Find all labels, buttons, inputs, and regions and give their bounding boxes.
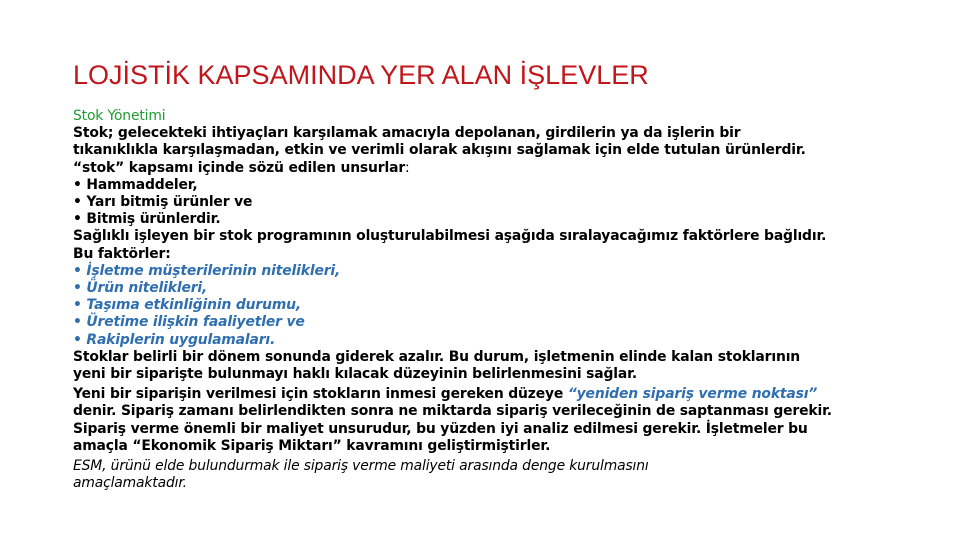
list-item: • Ürün nitelikleri, [73,280,208,297]
paragraph-line [73,160,903,177]
list-item: • Taşıma etkinliğinin durumu, [73,297,302,314]
list-item: • Bitmiş ürünlerdir. [73,211,221,228]
list-item: • İşletme müşterilerinin nitelikleri, [73,262,341,279]
bold-text: “stok” kapsamı içinde sözü edilen unsurlar [73,159,406,176]
highlight-text: “yeniden sipariş verme noktası” [567,386,818,403]
plain-text: : [405,159,410,176]
paragraph-line: ESM, ürünü elde bulundurmak ile sipariş verme maliyeti arasında denge kurulmasını [73,458,649,475]
list-item: • Hammaddeler, [73,176,198,193]
paragraph-line: yeni bir siparişte bulunmayı haklı kılacak düzeyinin belirlenmesini sağlar. [73,366,637,383]
content-body [73,108,903,492]
paragraph-line: Stoklar belirli bir dönem sonunda giderek azalır. Bu durum, işletmenin elinde kalan stoklarının [73,348,801,365]
paragraph-line: amaçla “Ekonomik Sipariş Miktarı” kavramını geliştirmiştirler. [73,437,551,454]
paragraph-line [73,386,903,403]
list-item: • Rakiplerin uygulamaları. [73,331,276,348]
plain-text: Yeni bir siparişin verilmesi için stokların inmesi gereken düzeye [73,386,568,403]
page-title: LOJİSTİK KAPSAMINDA YER ALAN İŞLEVLER [73,60,649,90]
section-heading: Stok Yönetimi [73,108,166,124]
paragraph-line: Stok; gelecekteki ihtiyaçları karşılamak amacıyla depolanan, girdilerin ya da işlerin bir [73,125,741,142]
list-item: • Yarı bitmiş ürünler ve [73,194,253,211]
paragraph-line: tıkanıklıkla karşılaşmadan, etkin ve verimli olarak akışını sağlamak için elde tutulan ürünlerdir. [73,142,806,159]
paragraph-line: denir. Sipariş zamanı belirlendikten sonra ne miktarda sipariş verileceğinin de saptanması gerekir. [73,403,832,420]
list-item: • Üretime ilişkin faaliyetler ve [73,314,305,331]
paragraph-line: Bu faktörler: [73,245,171,262]
paragraph-line: Sağlıklı işleyen bir stok programının oluşturulabilmesi aşağıda sıralayacağımız faktörlere bağlıdır. [73,228,827,245]
paragraph-line: Sipariş verme önemli bir maliyet unsurudur, bu yüzden iyi analiz edilmesi gerekir. İşletmeler bu [73,420,808,437]
paragraph-line: amaçlamaktadır. [73,475,187,492]
